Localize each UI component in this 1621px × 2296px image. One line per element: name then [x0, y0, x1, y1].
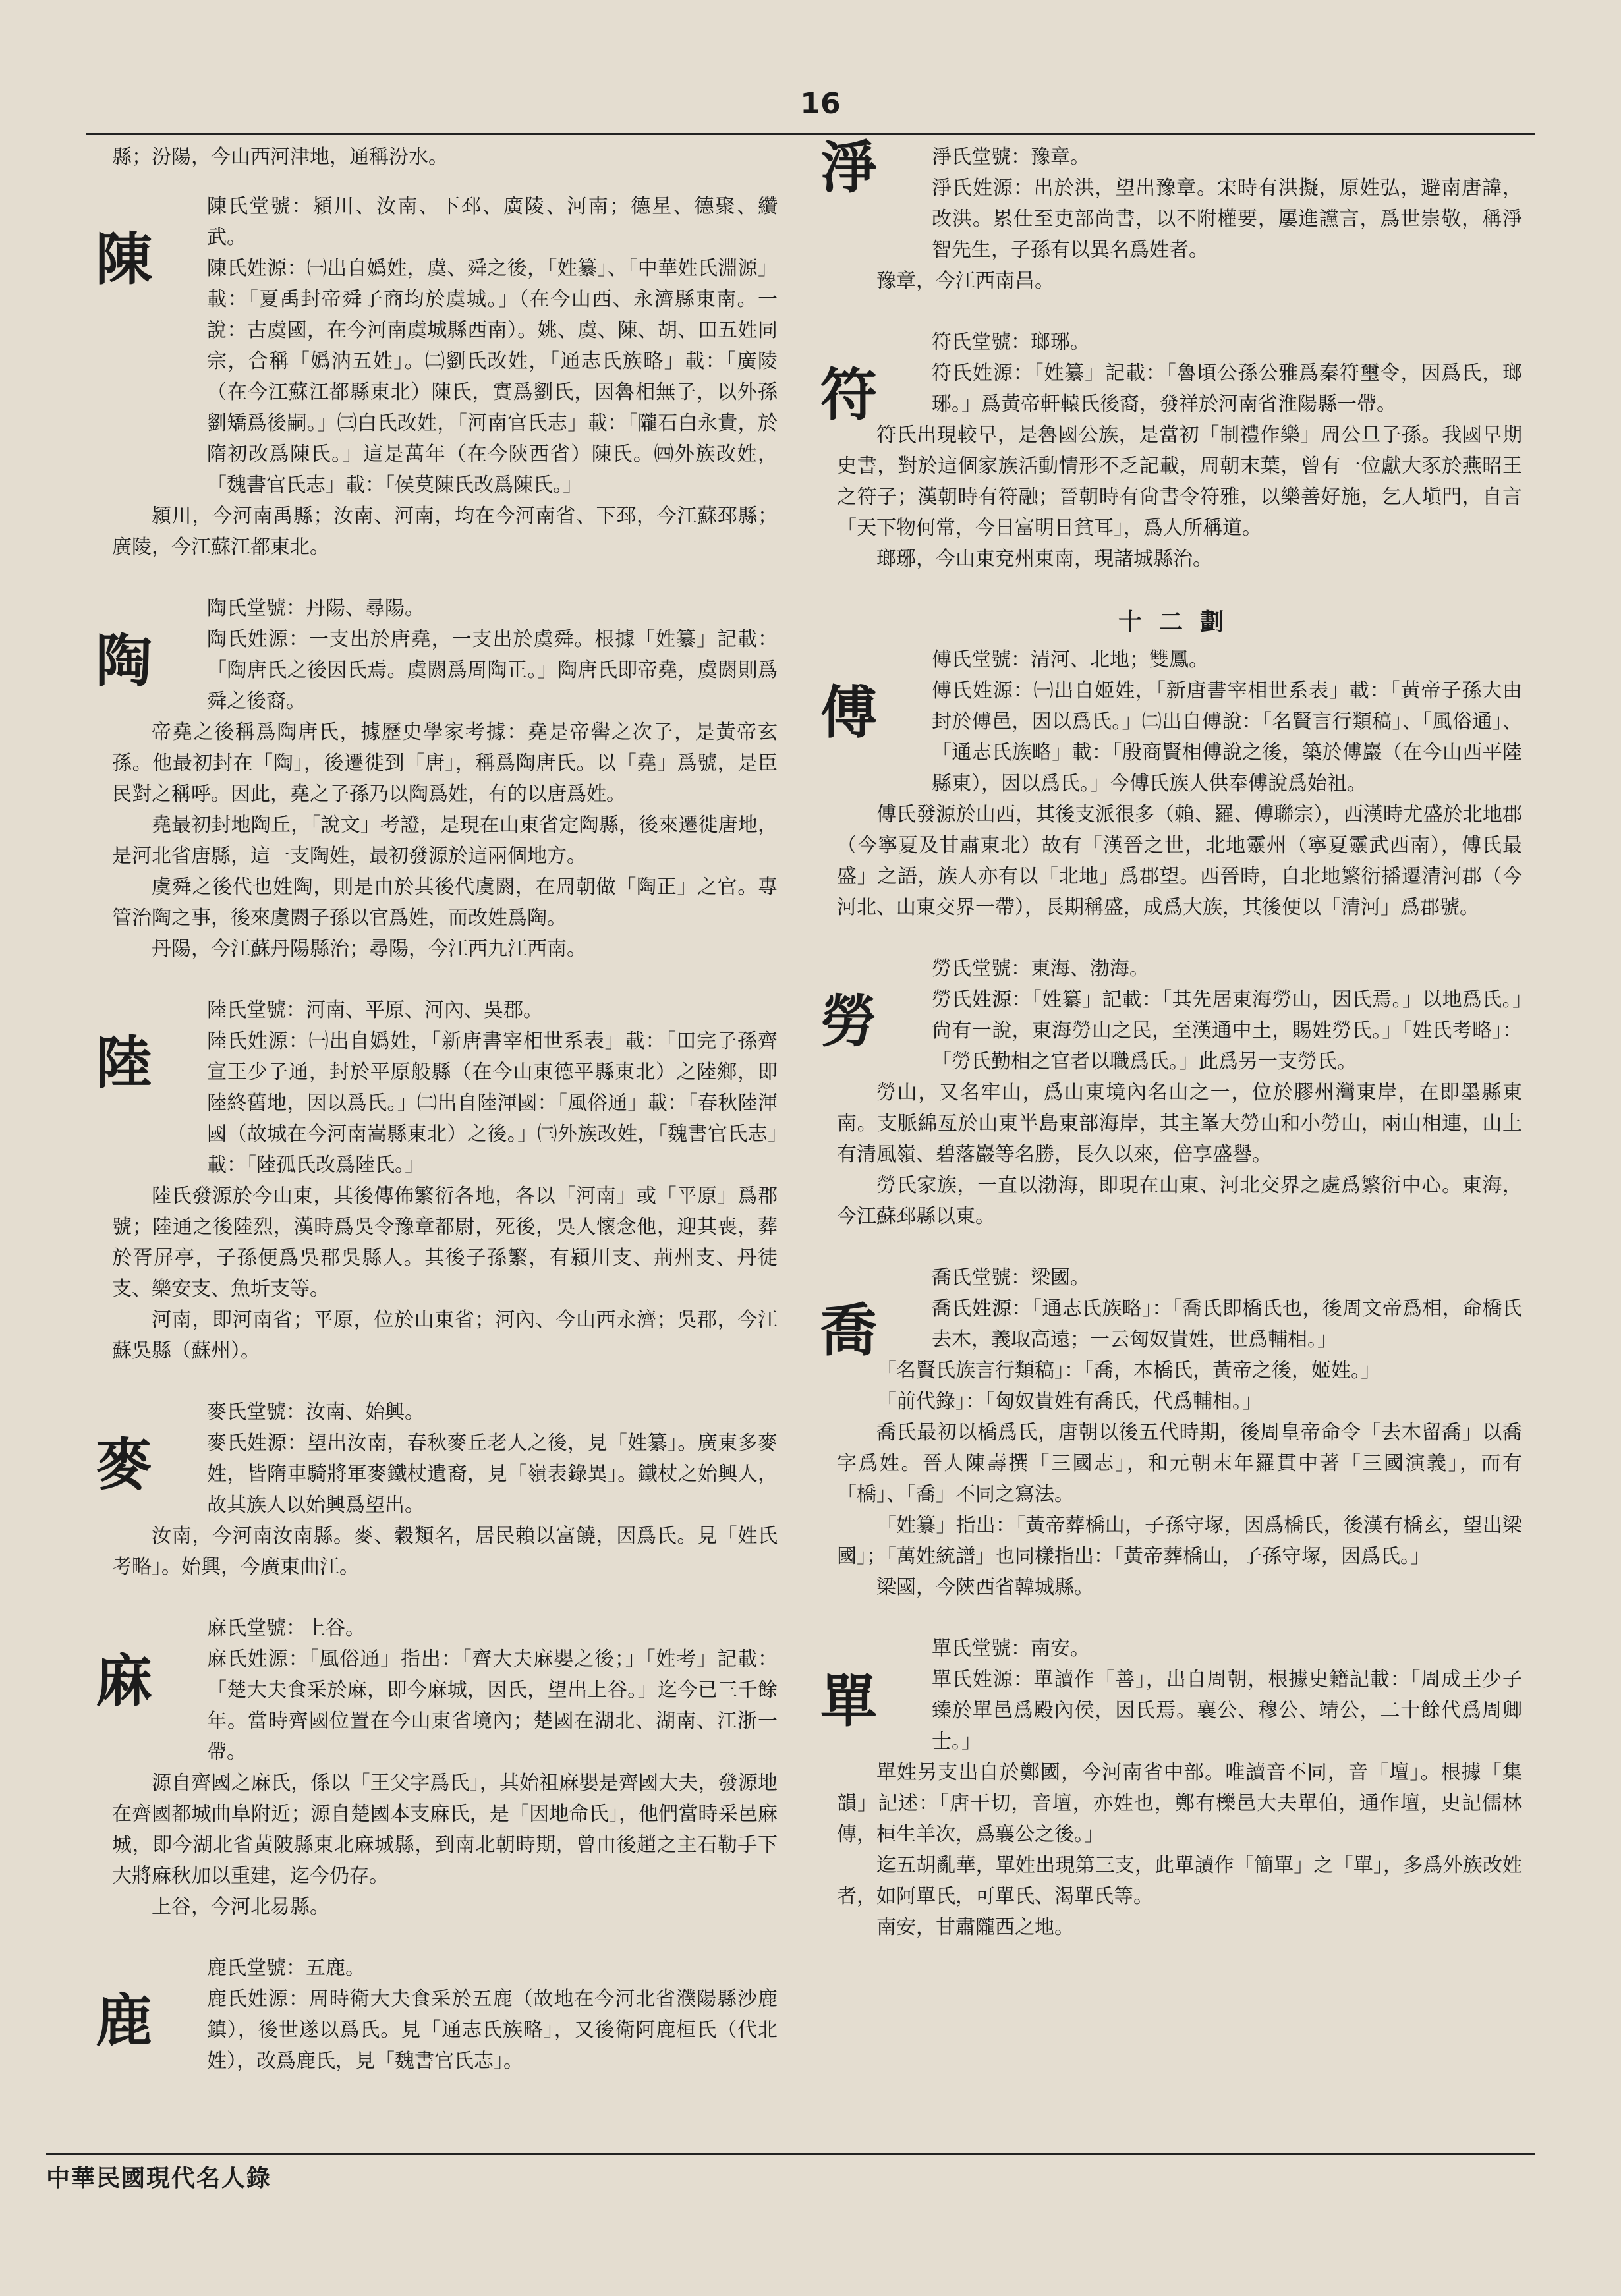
- hall-name-line: 陳氏堂號：潁川、汝南、下邳、廣陵、河南；德星、德聚、纘武。: [207, 195, 778, 249]
- origin-paragraph: 傅氏姓源：㈠出自姬姓，「新唐書宰相世系表」載：「黃帝子孫大由封於傅邑，因以爲氏。」㈡出自傅說：「名賢言行類稿」、「風俗通」、「通志氏族略」載：「殷商賢相傅說之後，築於傅巖（在今山西平陸縣東），因以爲氏。」今傅氏族人供奉傅說爲始祖。: [932, 679, 1522, 795]
- body-paragraph: 單姓另支出自於鄭國，今河南省中部。唯讀音不同，音「壇」。根據「集韻」記述：「唐干切，音壇，亦姓也，鄭有櫟邑大夫單伯，通作壇，史記儒林傳，桓生羊次，爲襄公之後。」: [837, 1761, 1522, 1846]
- left-column: [96, 142, 778, 2077]
- hall-name-line: 陸氏堂號：河南、平原、河內、吳郡。: [207, 999, 543, 1022]
- surname-entry: [820, 953, 1522, 1232]
- surname-glyph: 陳: [96, 226, 152, 293]
- surname-entry: [820, 1262, 1522, 1603]
- surname-entry: [820, 134, 1522, 296]
- surname-glyph: 陶: [96, 628, 152, 694]
- surname-glyph: 單: [820, 1668, 877, 1735]
- body-paragraph: 南安，甘肅隴西之地。: [876, 1916, 1074, 1939]
- origin-paragraph: 淨氏姓源：出於洪，望出豫章。宋時有洪擬，原姓弘，避南唐諱，改洪。累仕至吏部尚書，以不附權要，屢進讜言，爲世崇敬，稱淨智先生，子孫有以異名爲姓者。: [932, 177, 1522, 262]
- body-paragraph: 「名賢氏族言行類稿」：「喬，本橋氏，黃帝之後，姬姓。」: [876, 1359, 1380, 1382]
- surname-entry: [820, 644, 1522, 923]
- surname-entry: [96, 593, 778, 965]
- surname-glyph: 麻: [96, 1648, 152, 1714]
- page-number: 16: [800, 87, 841, 121]
- origin-paragraph: 陳氏姓源：㈠出自嬀姓，虞、舜之後，「姓纂」、「中華姓氏淵源」載：「夏禹封帝舜子商均於虞城。」（在今山西、永濟縣東南。一說：古虞國，在今河南虞城縣西南）。姚、虞、陳、胡、田五姓同宗，合稱「嬀汭五姓」。㈡劉氏改姓，「通志氏族略」載：「廣陵（在今江蘇江都縣東北）陳氏，實爲劉氏，因魯相無子，以外孫劉矯爲後嗣。」㈢白氏改姓，「河南官氏志」載：「隴石白永貴，於隋初改爲陳氏。」這是萬年（在今陝西省）陳氏。㈣外族改姓，「魏書官氏志」載：「侯莫陳氏改爲陳氏。」: [207, 257, 778, 497]
- surname-glyph: 鹿: [96, 1988, 152, 2054]
- surname-entry: [96, 995, 778, 1366]
- body-paragraph: 汝南，今河南汝南縣。麥、穀類名，居民賴以富饒，因爲氏。見「姓氏考略」。始興，今廣東曲江。: [112, 1525, 778, 1579]
- body-paragraph: 上谷，今河北易縣。: [152, 1895, 329, 1918]
- body-paragraph: 帝堯之後稱爲陶唐氏，據歷史學家考據：堯是帝嚳之次子，是黃帝玄孫。他最初封在「陶」，後遷徙到「唐」，稱爲陶唐氏。以「堯」爲號，是臣民對之稱呼。因此，堯之子孫乃以陶爲姓，有的以唐爲姓。: [112, 721, 778, 806]
- surname-glyph: 符: [820, 362, 877, 428]
- body-paragraph: 豫章，今江西南昌。: [876, 269, 1054, 293]
- hall-name-line: 淨氏堂號：豫章。: [932, 146, 1090, 169]
- body-paragraph: 梁國，今陝西省韓城縣。: [876, 1576, 1094, 1599]
- body-paragraph: 陸氏發源於今山東，其後傳佈繁衍各地，各以「河南」或「平原」爲郡號；陸通之後陸烈，漢時爲吳令豫章都尉，死後，吳人懷念他，迎其喪，葬於胥屏亭，子孫便爲吳郡吳縣人。其後子孫繁，有潁川支、荊州支、丹徒支、樂安支、魚圻支等。: [112, 1185, 778, 1301]
- hall-name-line: 符氏堂號：瑯琊。: [932, 331, 1090, 354]
- hall-name-line: 單氏堂號：南安。: [932, 1637, 1090, 1660]
- origin-paragraph: 喬氏姓源：「通志氏族略」：「喬氏即橋氏也，後周文帝爲相，命橋氏去木，義取高遠；一云匈奴貴姓，世爲輔相。」: [932, 1297, 1522, 1351]
- surname-glyph: 傅: [820, 679, 877, 746]
- bottom-rule: [46, 2153, 1535, 2155]
- surname-entry: [96, 1953, 778, 2077]
- origin-paragraph: 勞氏姓源：「姓纂」記載：「其先居東海勞山，因氏焉。」以地爲氏。」尙有一說，東海勞山之民，至漢通中土，賜姓勞氏。」「姓氏考略」：「勞氏勤相之官者以職爲氏。」此爲另一支勞氏。: [932, 988, 1522, 1073]
- hall-name-line: 麥氏堂號：汝南、始興。: [207, 1401, 424, 1424]
- body-paragraph: 源自齊國之麻氏，係以「王父字爲氏」，其始祖麻嬰是齊國大夫，發源地在齊國都城曲阜附近；源自楚國本支麻氏，是「因地命氏」，他們當時采邑麻城，即今湖北省黃陂縣東北麻城縣，到南北朝時期，曾由後趙之主石勒手下大將麻秋加以重建，迄今仍存。: [112, 1772, 778, 1888]
- body-paragraph: 堯最初封地陶丘，「說文」考證，是現在山東省定陶縣，後來遷徙唐地，是河北省唐縣，這一支陶姓，最初發源於這兩個地方。: [112, 814, 778, 868]
- origin-paragraph: 符氏姓源：「姓纂」記載：「魯頃公孫公雅爲秦符璽令，因爲氏，瑯琊。」爲黃帝軒轅氏後裔，發祥於河南省淮陽縣一帶。: [932, 362, 1522, 416]
- surname-glyph: 麥: [96, 1432, 152, 1498]
- body-paragraph: 潁川，今河南禹縣；汝南、河南，均在今河南省、下邳，今江蘇邳縣；廣陵，今江蘇江都東北。: [112, 505, 778, 559]
- hall-name-line: 勞氏堂號：東海、渤海。: [932, 957, 1149, 980]
- hall-name-line: 麻氏堂號：上谷。: [207, 1617, 365, 1640]
- hall-name-line: 鹿氏堂號：五鹿。: [207, 1957, 365, 1980]
- body-paragraph: 虞舜之後代也姓陶，則是由於其後代虞閼，在周朝做「陶正」之官。專管治陶之事，後來虞閼子孫以官爲姓，而改姓爲陶。: [112, 876, 778, 930]
- origin-paragraph: 陸氏姓源：㈠出自嬀姓，「新唐書宰相世系表」載：「田完子孫齊宣王少子通，封於平原般縣（在今山東德平縣東北）之陸鄉，即陸終舊地，因以爲氏。」㈡出自陸渾國：「風俗通」載：「春秋陸渾國（故城在今河南嵩縣東北）之後。」㈢外族改姓，「魏書官氏志」載：「陸孤氏改爲陸氏。」: [207, 1030, 778, 1177]
- surname-glyph: 陸: [96, 1030, 152, 1096]
- origin-paragraph: 鹿氏姓源：周時衛大夫食采於五鹿（故地在今河北省濮陽縣沙鹿鎮），後世遂以爲氏。見「通志氏族略」，又後衛阿鹿桓氏（代北姓），改爲鹿氏，見「魏書官氏志」。: [207, 1988, 778, 2073]
- surname-glyph: 淨: [820, 134, 877, 201]
- hall-name-line: 陶氏堂號：丹陽、尋陽。: [207, 597, 424, 620]
- body-paragraph: 瑯琊，今山東兗州東南，現諸城縣治。: [876, 547, 1212, 571]
- body-paragraph: 河南，即河南省；平原，位於山東省；河內、今山西永濟；吳郡，今江蘇吳縣（蘇州）。: [112, 1308, 778, 1362]
- surname-entry: [96, 1397, 778, 1582]
- footer-title: 中華民國現代名人錄: [46, 2165, 272, 2192]
- body-paragraph: 傅氏發源於山西，其後支派很多（賴、羅、傅聯宗），西漢時尤盛於北地郡（今寧夏及甘肅東北）故有「漢晉之世，北地靈州（寧夏靈武西南），傅氏最盛」之語，族人亦有以「北地」爲郡望。西晉時，自北地繁衍播遷清河郡（今河北、山東交界一帶），長期稱盛，成爲大族，其後便以「清河」爲郡號。: [837, 803, 1522, 919]
- body-paragraph: 勞氏家族，一直以渤海，即現在山東、河北交界之處爲繁衍中心。東海，今江蘇邳縣以東。: [837, 1174, 1522, 1228]
- right-column: [820, 134, 1522, 1943]
- stroke-count-heading: 十二劃: [1118, 608, 1241, 636]
- lead-line: 縣；汾陽，今山西河津地，通稱汾水。: [112, 146, 448, 169]
- hall-name-line: 喬氏堂號：梁國。: [932, 1266, 1090, 1289]
- body-paragraph: 「姓纂」指出：「黃帝葬橋山，子孫守塚，因爲橋氏，後漢有橋玄，望出梁國」；「萬姓統譜」也同樣指出：「黃帝葬橋山，子孫守塚，因爲氏。」: [837, 1514, 1522, 1568]
- origin-paragraph: 麥氏姓源：望出汝南，春秋麥丘老人之後，見「姓纂」。廣東多麥姓，皆隋車騎將軍麥鐵杖遺裔，見「嶺表錄異」。鐵杖之始興人，故其族人以始興爲望出。: [207, 1432, 778, 1517]
- body-paragraph: 符氏出現較早，是魯國公族，是當初「制禮作樂」周公旦子孫。我國早期史書，對於這個家族活動情形不乏記載，周朝末葉，曾有一位獻大豕於燕昭王之符子；漢朝時有符融；晉朝時有尙書令符雅，以樂善好施，乞人塡門，自言「天下物何常，今日富明日貧耳」，爲人所稱道。: [837, 424, 1522, 540]
- body-paragraph: 「前代錄」：「匈奴貴姓有喬氏，代爲輔相。」: [876, 1390, 1262, 1413]
- origin-paragraph: 陶氏姓源：一支出於唐堯，一支出於虞舜。根據「姓纂」記載：「陶唐氏之後因氏焉。虞閼爲周陶正。」陶唐氏即帝堯，虞閼則爲舜之後裔。: [207, 628, 778, 713]
- surname-entry: [96, 1613, 778, 1922]
- surname-glyph: 勞: [820, 988, 877, 1055]
- surname-entry: [96, 191, 778, 563]
- surname-entry: [820, 1633, 1522, 1943]
- surname-glyph: 喬: [820, 1297, 877, 1364]
- top-rule: [86, 133, 1535, 135]
- body-paragraph: 迄五胡亂華，單姓出現第三支，此單讀作「簡單」之「單」，多爲外族改姓者，如阿單氏，可單氏、渴單氏等。: [837, 1854, 1522, 1908]
- origin-paragraph: 麻氏姓源：「風俗通」指出：「齊大夫麻嬰之後；」「姓考」記載：「楚大夫食采於麻，即今麻城，因氏，望出上谷。」迄今已三千餘年。當時齊國位置在今山東省境內；楚國在湖北、湖南、江浙一帶。: [207, 1648, 778, 1764]
- surname-entry: [820, 327, 1522, 574]
- body-paragraph: 丹陽，今江蘇丹陽縣治；尋陽，今江西九江西南。: [152, 938, 586, 961]
- body-paragraph: 喬氏最初以橋爲氏，唐朝以後五代時期，後周皇帝命令「去木留喬」以喬字爲姓。晉人陳壽撰「三國志」，和元朝末年羅貫中著「三國演義」，而有「橋」、「喬」不同之寫法。: [837, 1421, 1522, 1506]
- origin-paragraph: 單氏姓源：單讀作「善」，出自周朝，根據史籍記載：「周成王少子臻於單邑爲殿內侯，因氏焉。襄公、穆公、靖公，二十餘代爲周卿士。」: [932, 1668, 1522, 1753]
- hall-name-line: 傅氏堂號：清河、北地；雙鳳。: [932, 648, 1209, 671]
- body-paragraph: 勞山，又名牢山，爲山東境內名山之一，位於膠州灣東岸，在即墨縣東南。支脈綿亙於山東半島東部海岸，其主峯大勞山和小勞山，兩山相連，山上有清風嶺、碧落巖等名勝，長久以來，倍享盛譽。: [837, 1081, 1522, 1166]
